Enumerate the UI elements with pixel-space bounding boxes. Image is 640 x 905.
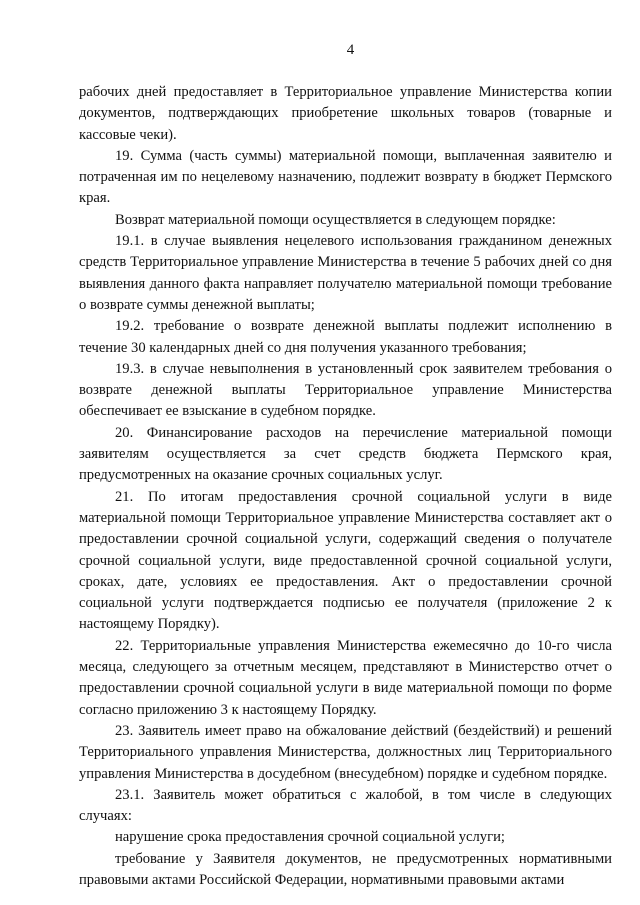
page-number: 4 [346,42,355,58]
paragraph: 19.3. в случае невыполнения в установленный срок заявителем требования о возврате денежной выплаты Территориальное управление Министерства обеспечивает ее взыскание в судебном порядке. [79,360,612,420]
paragraph: 23. Заявитель имеет право на обжалование действий (бездействий) и решений Территориального управления Министерства, должностных лиц Территориального управления Министерства в досудебном (внесудебном) порядке и судебном порядке. [79,722,612,782]
document-body [79,82,612,891]
paragraph: рабочих дней предоставляет в Территориальное управление Министерства копии документов, подтверждающих приобретение школьных товаров (товарные и кассовые чеки). [79,84,612,143]
paragraph: требование у Заявителя документов, не предусмотренных нормативными правовыми актами Российской Федерации, нормативными правовыми актами [79,850,612,888]
paragraph: 20. Финансирование расходов на перечисление материальной помощи заявителям осуществляется за счет средств бюджета Пермского края, предусмотренных на оказание срочных социальных услуг. [79,424,612,484]
paragraph: нарушение срока предоставления срочной социальной услуги; [115,829,505,846]
paragraph: Возврат материальной помощи осуществляется в следующем порядке: [115,211,556,228]
paragraph: 21. По итогам предоставления срочной социальной услуги в виде материальной помощи Территориальное управление Министерства составляет акт о предоставлении срочной социальной услуги, содержащий сведения о получателе срочной социальной услуги, виде предоставленной срочной социальной услуги, сроках, дате, условиях ее предоставления. Акт о предоставлении срочной социальной услуги подтверждается подписью ее получателя (приложение 2 к настоящему Порядку). [79,488,612,633]
paragraph: 19.1. в случае выявления нецелевого использования гражданином денежных средств Территориальное управление Министерства в течение 5 рабочих дней со дня выявления данного факта направляет получателю материальной помощи требование о возврате суммы денежной выплаты; [79,233,612,313]
paragraph: 19.2. требование о возврате денежной выплаты подлежит исполнению в течение 30 календарных дней со дня получения указанного требования; [79,318,612,356]
paragraph: 23.1. Заявитель может обратиться с жалобой, в том числе в следующих случаях: [79,786,612,825]
paragraph: 19. Сумма (часть суммы) материальной помощи, выплаченная заявителю и потраченная им по нецелевому назначению, подлежит возврату в бюджет Пермского края. [79,147,612,207]
paragraph: 22. Территориальные управления Министерства ежемесячно до 10-го числа месяца, следующего за отчетным месяцем, представляют в Министерство отчет о предоставлении срочной социальной услуги в виде материальной помощи по форме согласно приложению 3 к настоящему Порядку. [79,637,612,718]
